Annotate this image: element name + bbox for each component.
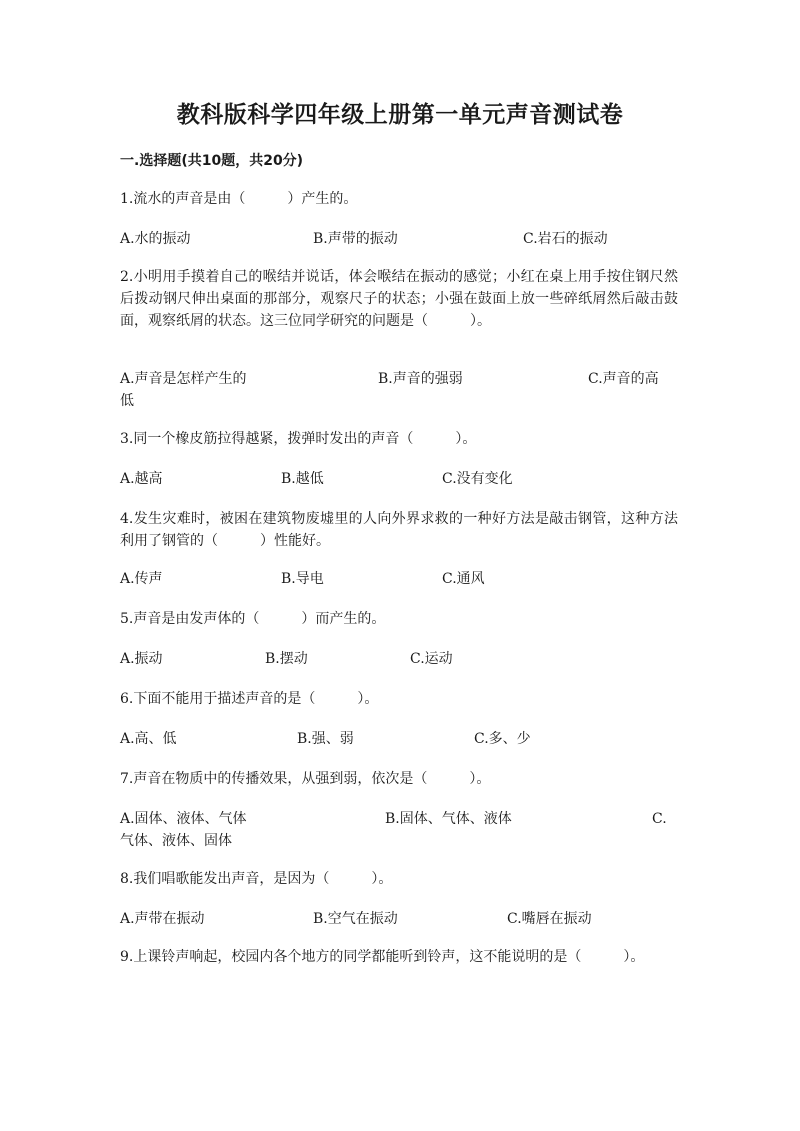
option-c: C.没有变化 xyxy=(442,471,513,487)
question-text: 5.声音是由发声体的（ ）而产生的。 xyxy=(120,611,386,627)
option-c: C.嘴唇在振动 xyxy=(507,911,592,927)
question-1 xyxy=(120,188,678,210)
question-text: 3.同一个橡皮筋拉得越紧，拨弹时发出的声音（ ）。 xyxy=(120,431,477,447)
option-b: B.导电 xyxy=(281,571,324,587)
question-8 xyxy=(120,868,678,890)
question-text: 7.声音在物质中的传播效果，从强到弱，依次是（ ）。 xyxy=(120,771,491,787)
option-a: A.越高 xyxy=(120,471,163,487)
option-c: C.通风 xyxy=(442,571,485,587)
option-c-continued: 低 xyxy=(120,393,134,409)
option-c: C.运动 xyxy=(410,651,453,667)
option-a: A.高、低 xyxy=(120,731,177,747)
question-text: 2.小明用手摸着自己的喉结并说话，体会喉结在振动的感觉；小红在桌上用手按住钢尺然后拨动钢尺伸出桌面的那部分，观察尺子的状态；小强在鼓面上放一些碎纸屑然后敲击鼓面，观察纸屑的状态。这三位同学研究的问题是（ ）。 xyxy=(120,269,678,329)
option-a: A.水的振动 xyxy=(120,231,191,247)
option-b: B.强、弱 xyxy=(297,731,354,747)
question-3 xyxy=(120,428,678,450)
option-b: B.空气在振动 xyxy=(313,911,398,927)
question-text: 1.流水的声音是由（ ）产生的。 xyxy=(120,191,358,207)
option-a: A.固体、液体、气体 xyxy=(120,811,247,827)
option-b: B.声音的强弱 xyxy=(378,371,463,387)
option-c: C.声音的高 xyxy=(588,371,659,387)
question-9 xyxy=(120,946,678,968)
option-a: A.声带在振动 xyxy=(120,911,205,927)
question-text: 4.发生灾难时，被困在建筑物废墟里的人向外界求救的一种好方法是敲击钢管，这种方法利用了钢管的（ ）性能好。 xyxy=(120,511,678,549)
option-b: B.摆动 xyxy=(265,651,308,667)
option-c: C.多、少 xyxy=(474,731,531,747)
question-4 xyxy=(120,508,678,552)
option-a: A.传声 xyxy=(120,571,163,587)
option-a: A.声音是怎样产生的 xyxy=(120,371,247,387)
option-c: C.岩石的振动 xyxy=(523,231,608,247)
section-heading: 一.选择题(共10题，共20分) xyxy=(120,153,304,169)
option-b: B.越低 xyxy=(281,471,324,487)
question-2 xyxy=(120,266,678,332)
option-c: C. xyxy=(652,811,667,827)
option-c-continued: 气体、液体、固体 xyxy=(120,833,232,849)
question-6 xyxy=(120,688,678,710)
question-text: 9.上课铃声响起，校园内各个地方的同学都能听到铃声，这不能说明的是（ ）。 xyxy=(120,949,645,965)
page-title: 教科版科学四年级上册第一单元声音测试卷 xyxy=(176,101,624,128)
option-b: B.声带的振动 xyxy=(313,231,398,247)
question-text: 6.下面不能用于描述声音的是（ ）。 xyxy=(120,691,379,707)
option-b: B.固体、气体、液体 xyxy=(385,811,512,827)
option-a: A.振动 xyxy=(120,651,163,667)
question-5 xyxy=(120,608,678,630)
question-7 xyxy=(120,768,678,790)
question-text: 8.我们唱歌能发出声音，是因为（ ）。 xyxy=(120,871,393,887)
